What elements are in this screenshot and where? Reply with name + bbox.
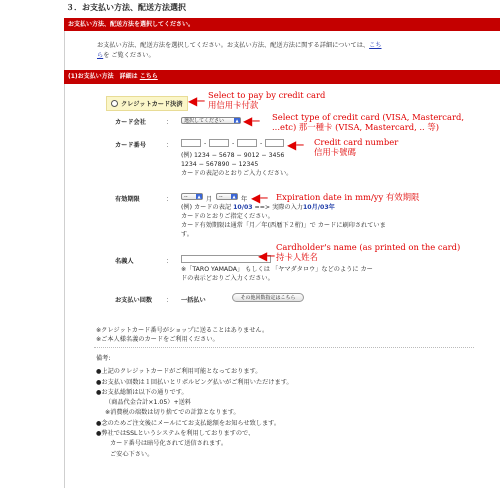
expiry-note-2: カード有効期限は通常「月／年(西暦下２桁)」で カードに刷印されていま bbox=[181, 222, 386, 229]
annotation-card-type bbox=[272, 112, 464, 132]
divider bbox=[94, 347, 474, 348]
card-company-select[interactable] bbox=[181, 117, 241, 124]
expiry-month-value: -- bbox=[184, 194, 188, 200]
expiry-example-arrow: ==> bbox=[254, 204, 271, 211]
expiry-note-1: カードのとおりご指定ください。 bbox=[181, 213, 274, 220]
expiry-note-3: す。 bbox=[181, 231, 193, 238]
page-heading: ３．お支払い方法、配送方法選択 bbox=[66, 3, 186, 12]
credit-card-option[interactable] bbox=[106, 96, 188, 111]
remark-item: ※消費税の端数は切り捨てでの計算となります。 bbox=[105, 409, 240, 417]
installments-label: お支払い回数 bbox=[115, 297, 153, 304]
select-arrow-icon: ▲ bbox=[197, 194, 201, 199]
expiry-example-card: 10/03 bbox=[233, 204, 253, 211]
remark-item: ●上記のクレジットカードがご利用可能となっております。 bbox=[96, 368, 262, 376]
expiry-example-prefix: (例) カードの表記 bbox=[181, 204, 232, 211]
colon: ： bbox=[166, 196, 173, 203]
expiry-example-actual-prefix: 実際の入力 bbox=[272, 204, 303, 211]
credit-card-label: クレジットカード決済 bbox=[121, 101, 183, 108]
payment-intro bbox=[97, 41, 397, 61]
annotation-card-number-en: Credit card number bbox=[314, 137, 399, 147]
card-number-field-4[interactable] bbox=[265, 139, 284, 147]
method-section-bar bbox=[64, 70, 500, 84]
annotation-arrow-icon: ◀─ bbox=[287, 138, 304, 152]
annotation-card-number-zh: 信用卡號碼 bbox=[314, 147, 356, 157]
holder-label: 名義人 bbox=[115, 258, 134, 265]
colon: ： bbox=[166, 119, 173, 126]
holder-note-1: ※「TARO YAMADA」 もしくは 「ヤマダタロウ」などのように カー bbox=[181, 266, 373, 273]
expiry-label: 有効期限 bbox=[115, 196, 140, 203]
annotation-arrow-icon: ◀─ bbox=[188, 94, 205, 108]
intro-tail: を ご覧ください。 bbox=[103, 52, 155, 59]
colon: ： bbox=[166, 297, 173, 304]
card-number-example-2: 1234 − 567890 − 12345 bbox=[181, 161, 259, 168]
expiry-year-select[interactable] bbox=[216, 193, 238, 200]
colon: ： bbox=[166, 258, 173, 265]
dash-separator: - bbox=[260, 140, 263, 147]
annotation-pay-credit-en: Select to pay by credit card bbox=[208, 90, 326, 100]
card-number-note: カードの表記のとおりご入力ください。 bbox=[181, 170, 293, 177]
annotation-card-type-en1: Select type of credit card (VISA, Mastercard, bbox=[272, 112, 464, 122]
method-section-title: (1)お支払い方法 詳細は bbox=[68, 73, 138, 80]
card-number-field-1[interactable] bbox=[181, 139, 201, 147]
annotation-expiry: Expiration date in mm/yy 有效期限 bbox=[276, 192, 420, 202]
card-number-field-2[interactable] bbox=[209, 139, 229, 147]
footnote-1: ※クレジットカード番号がショップに送ることはありません。 bbox=[96, 327, 269, 334]
remarks-block bbox=[96, 354, 416, 460]
expiry-month-select[interactable] bbox=[181, 193, 203, 200]
remark-item: ●お支払い回数は１回払いとリボルビング払いがご利用いただけます。 bbox=[96, 378, 293, 386]
annotation-card-type-en2: ...etc) 那一種卡 (VISA, Mastercard, .. 等) bbox=[272, 122, 440, 132]
select-arrow-icon: ▲ bbox=[235, 118, 239, 123]
card-number-field-3[interactable] bbox=[237, 139, 257, 147]
expiry-month-unit: 月 bbox=[206, 196, 213, 203]
annotation-holder bbox=[276, 242, 460, 262]
card-number-example-1: (例) 1234 − 5678 − 9012 − 3456 bbox=[181, 152, 285, 159]
card-number-label: カード番号 bbox=[115, 142, 146, 149]
remark-item: ●お支払総額は以下の通りです。 bbox=[96, 388, 188, 396]
expiry-year-unit: 年 bbox=[241, 196, 248, 203]
annotation-arrow-icon: ◀─ bbox=[251, 191, 268, 205]
dash-separator: - bbox=[204, 140, 207, 147]
card-company-select-value: 選択してください bbox=[184, 118, 225, 124]
select-arrow-icon: ▲ bbox=[232, 194, 236, 199]
annotation-pay-credit bbox=[208, 90, 325, 110]
remark-item: ご安心下さい。 bbox=[110, 450, 154, 458]
expiry-year-value: -- bbox=[219, 194, 223, 200]
remark-item: カード番号は暗号化されて送信されます。 bbox=[110, 440, 228, 448]
details-link[interactable]: こち bbox=[369, 42, 382, 49]
expiry-example-actual: 10月/03年 bbox=[303, 204, 335, 211]
holder-note-2: ドの表示どおりご入力ください。 bbox=[181, 275, 274, 282]
annotation-arrow-icon: ◀─ bbox=[243, 114, 260, 128]
colon: ： bbox=[166, 142, 173, 149]
remark-item: （商品代金合計×1.05）+送料 bbox=[105, 399, 192, 407]
other-installments-button[interactable]: その他回数指定はこちら bbox=[232, 293, 304, 302]
installments-value: 一括払い bbox=[181, 297, 206, 304]
payment-section-title: お支払い方法、配送方法を選択してください。 bbox=[68, 21, 195, 28]
annotation-holder-zh: 持卡人姓名 bbox=[276, 252, 318, 262]
remarks-title: 備考: bbox=[96, 355, 111, 362]
payment-section-bar bbox=[64, 18, 500, 31]
details-link-cont[interactable]: ら bbox=[97, 52, 104, 59]
annotation-holder-en: Cardholder's name (as printed on the card) bbox=[276, 242, 461, 252]
annotation-pay-credit-zh: 用信用卡付款 bbox=[208, 100, 259, 110]
method-details-link[interactable]: こちら bbox=[139, 73, 158, 80]
intro-text: お支払い方法、配送方法を選択してください。お支払い方法、配送方法に関する詳細については、 bbox=[97, 42, 370, 49]
annotation-arrow-icon: ◀─ bbox=[258, 249, 275, 263]
footnote-2: ※ご本人様名義のカードをご利用ください。 bbox=[96, 336, 219, 343]
annotation-card-number bbox=[314, 137, 398, 157]
credit-card-radio[interactable] bbox=[111, 100, 118, 107]
remark-item: ●弊社ではSSLというシステムを利用しておりますので、 bbox=[96, 430, 255, 438]
dash-separator: - bbox=[232, 140, 235, 147]
card-company-label: カード会社 bbox=[115, 119, 146, 126]
remark-item: ●念のためご注文後にメールにてお支払総額をお知らせ致します。 bbox=[96, 419, 281, 427]
